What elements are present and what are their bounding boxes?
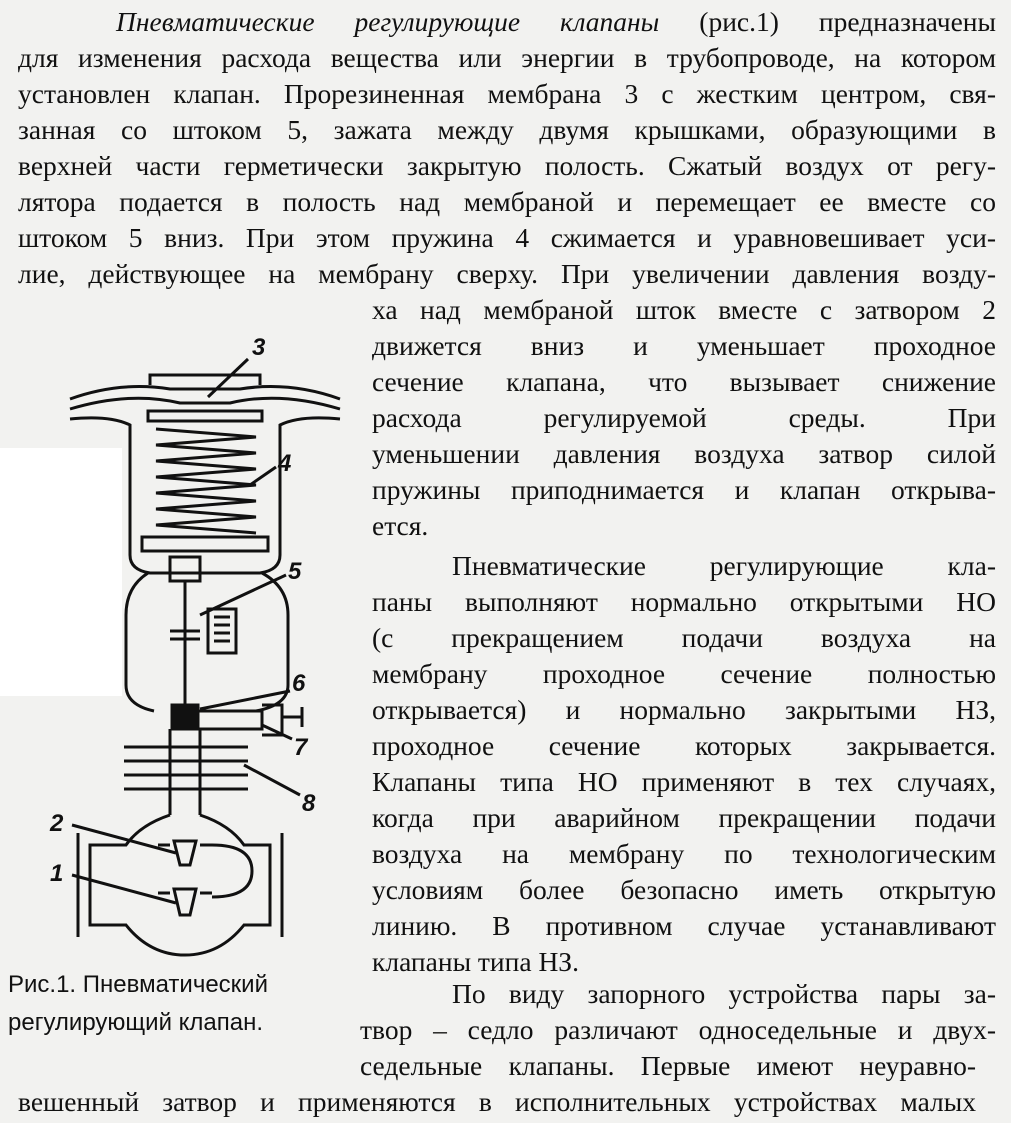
term-pneumatic-valves: Пневматические регулирующие клапаны (116, 6, 660, 37)
text-line: паны выполняют нормально открытыми НО (372, 586, 996, 617)
text-line: седельные клапаны. Первые имеют неуравно- (360, 1050, 976, 1081)
text-line: расхода регулируемой среды. При (372, 402, 996, 433)
spring-plate-bottom (142, 537, 268, 551)
text-line: ется. (372, 510, 429, 541)
callout-5: 5 (288, 558, 302, 585)
text-line: Клапаны типа НО применяют в тех случаях, (372, 766, 996, 797)
diaphragm-housing-top (70, 387, 340, 399)
valve-drawing (30, 325, 350, 965)
text-line: вешенный затвор и применяются в исполнительных устройствах малых (18, 1086, 976, 1117)
callout-1: 1 (50, 860, 64, 887)
text-line: твор – седло различают односедельные и двух- (360, 1014, 996, 1045)
callout-4: 4 (278, 450, 292, 477)
text-line: пружины приподнимается и клапан открыва- (372, 474, 996, 505)
callout-6: 6 (292, 670, 306, 697)
text-line: штоком 5 вниз. При этом пружина 4 сжимается и уравновешивает уси- (18, 222, 996, 253)
text-line: установлен клапан. Прорезиненная мембрана 3 с жестким центром, свя- (18, 78, 996, 109)
text-line: уменьшении давления воздуха затвор силой (372, 438, 996, 469)
callout-3: 3 (252, 334, 266, 361)
text-line: движется вниз и уменьшает проходное (372, 330, 996, 361)
text-line: По виду запорного устройства пары за- (452, 978, 996, 1009)
bypass-loop (212, 845, 252, 897)
text-line: мембрану проходное сечение полностью (372, 658, 996, 689)
diaphragm-3 (70, 398, 340, 409)
text-line: верхней части герметически закрытую полость. Сжатый воздух от регу- (18, 150, 996, 181)
packing-nut-7 (198, 711, 262, 729)
text-line: воздуха на мембрану по технологическим (372, 838, 996, 869)
stem-coupling (170, 557, 200, 581)
callout-8: 8 (302, 790, 316, 817)
bonnet-fins-8 (124, 747, 248, 789)
text-line: клапаны типа НЗ. (372, 946, 579, 977)
plug-1 (174, 889, 196, 915)
plug-2 (174, 841, 196, 865)
spring-plate-top (148, 411, 262, 421)
text-line: для изменения расхода вещества или энергии в трубопроводе, на котором (18, 42, 996, 73)
callout-7: 7 (294, 734, 308, 761)
figure-caption-line-2: регулирующий клапан. (8, 1009, 264, 1036)
valve-figure (30, 325, 350, 965)
text-line: проходное сечение которых закрывается. (372, 730, 996, 761)
p1-line-1 (18, 4, 996, 40)
text-line: лие, действующее на мембрану сверху. При увеличении давления возду- (18, 258, 996, 289)
diaphragm-top-cap (150, 375, 260, 385)
text-line: лятора подается в полость над мембраной и перемещает ее вместе со (18, 186, 996, 217)
text-line: ха над мембраной шток вместе с затвором 2 (372, 294, 996, 325)
text-line: (с прекращением подачи воздуха на (372, 622, 996, 653)
text-line: занная со штоком 5, зажата между двумя крышками, образующими в (18, 114, 996, 145)
packing-6 (172, 705, 198, 729)
figure-caption-line-1: Рис.1. Пневматический (8, 971, 268, 998)
adjusting-screw (262, 705, 302, 735)
text-line: Пневматические регулирующие кла- (452, 550, 996, 581)
text-line: когда при аварийном прекращении подачи (372, 802, 996, 833)
text-line: открывается) и нормально закрытыми НЗ, (372, 694, 996, 725)
spring-4 (156, 429, 256, 533)
callout-2: 2 (50, 810, 64, 837)
text-line: линию. В противном случае устанавливают (372, 910, 996, 941)
text-line: условиям более безопасно иметь открытую (372, 874, 996, 905)
p1-line-1-rest: (рис.1) предназначены (699, 6, 996, 37)
text-line: сечение клапана, что вызывает снижение (372, 366, 996, 397)
